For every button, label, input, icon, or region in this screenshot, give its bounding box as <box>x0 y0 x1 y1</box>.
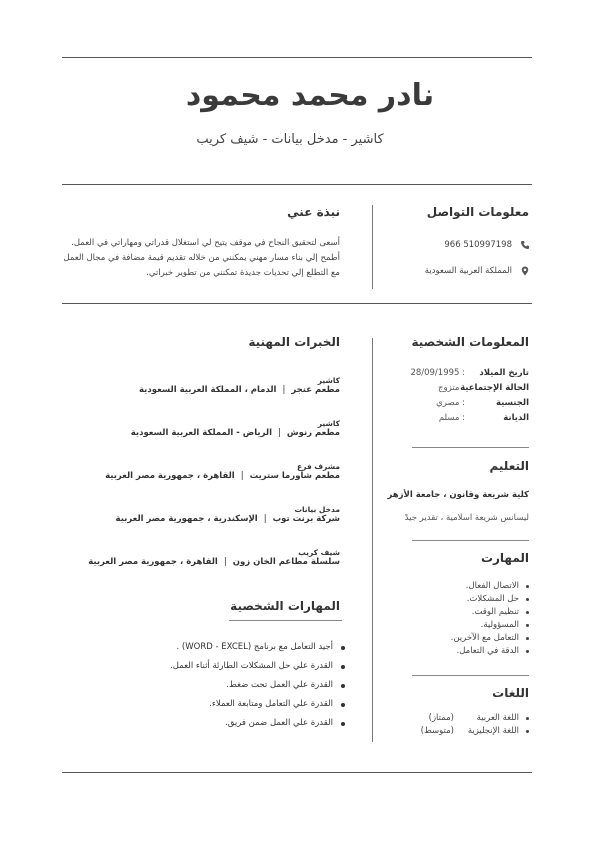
main-column-divider <box>372 338 373 742</box>
experience-detail: مطعم شاورما ستريت|القاهرة ، جمهورية مصر العربية <box>105 471 340 481</box>
language-item <box>421 725 529 738</box>
personal-info-list <box>410 368 529 428</box>
list-item: القدرة علي حل المشكلات الطارئة أثناء العمل. <box>170 657 345 676</box>
religion-label: الديانة <box>503 413 529 423</box>
location-value: المملكة العربية السعودية <box>424 266 512 276</box>
top-divider <box>62 57 532 58</box>
experience-list <box>88 376 340 591</box>
experience-role: شيف كريب <box>298 548 340 557</box>
experience-detail: مطعم عنجر|الدمام ، المملكة العربية السعودية <box>139 385 340 395</box>
about-line: أسعى لتحقيق النجاح في موقف يتيح لي استغلال قدراتي ومهاراتي في العمل. <box>71 238 340 248</box>
education-degree: ليسانس شريعة اسلامية ، تقدير جيدً <box>404 513 529 523</box>
list-item: المسؤولية. <box>451 619 529 632</box>
list-item: التعامل مع الآخرين. <box>451 632 529 645</box>
personal-info-row <box>410 383 529 398</box>
nationality-label: الجنسية <box>496 398 529 408</box>
experience-role: مدخل بيانات <box>294 505 340 514</box>
skills-list <box>451 580 529 658</box>
personal-info-divider <box>412 447 529 448</box>
personal-skills-underline <box>229 620 342 621</box>
experience-company: سلسلة مطاعم الخان زون <box>232 557 340 567</box>
language-item <box>421 712 529 725</box>
experience-item <box>88 462 340 505</box>
intro-divider <box>62 303 532 304</box>
nationality-value: : مصري <box>436 398 465 408</box>
experience-place: القاهرة ، جمهورية مصر العربية <box>88 557 218 567</box>
contact-phone-row <box>400 240 530 250</box>
phone-value: 966 510997198 <box>444 240 512 250</box>
language-name: اللغة الإنجليزية <box>467 726 519 736</box>
experience-role: مشرف فرع <box>297 462 340 471</box>
list-item: أجيد التعامل مع برنامج (WORD - EXCEL) . <box>170 638 345 657</box>
experience-item <box>88 419 340 462</box>
list-item: الدقة في التعامل. <box>451 645 529 658</box>
languages-list <box>421 712 529 738</box>
experience-company: شركة برنت توب <box>272 514 340 524</box>
list-item: القدرة علي العمل ضمن فريق. <box>170 714 345 733</box>
person-name: نادر محمد محمود <box>185 78 435 113</box>
experience-place: الإسكندرية ، جمهورية مصر العربية <box>115 514 258 524</box>
birthdate-label: تاريخ الميلاد <box>479 368 529 378</box>
about-line: أطمح إلي بناء مسار مهني يمكنني من خلاله تقديم قيمة مضافة في مجال العمل <box>63 253 340 263</box>
marital-status-value: : متزوج <box>438 383 465 393</box>
job-title: كاشير - مدخل بيانات - شيف كريب <box>196 132 384 147</box>
experience-role: كاشير <box>317 419 340 428</box>
birthdate-value: 28/09/1995 : <box>410 368 465 378</box>
experience-role: كاشير <box>317 376 340 385</box>
personal-info-row <box>410 368 529 383</box>
contact-section-title: معلومات التواصل <box>426 205 529 219</box>
experience-item <box>88 548 340 591</box>
experience-item <box>88 505 340 548</box>
about-line: مع التطلع إلي تحديات جديدة تمكنني من تطوير خبراتي. <box>146 268 340 278</box>
experience-detail: سلسلة مطاعم الخان زون|القاهرة ، جمهورية مصر العربية <box>88 557 340 567</box>
language-level: (ممتاز) <box>428 713 454 723</box>
experience-item <box>88 376 340 419</box>
experience-company: مطعم شاورما ستريت <box>249 471 340 481</box>
about-text <box>50 236 340 281</box>
education-divider <box>412 540 529 541</box>
experience-place: الرياض - المملكة العربية السعودية <box>130 428 273 438</box>
religion-value: : مسلم <box>438 413 465 423</box>
personal-skills-section-title: المهارات الشخصية <box>230 599 340 613</box>
phone-icon <box>520 240 530 250</box>
skills-divider <box>412 675 529 676</box>
personal-skills-list <box>170 638 345 733</box>
language-level: (متوسط) <box>420 726 454 736</box>
personal-info-section-title: المعلومات الشخصية <box>411 335 529 349</box>
language-name: اللغة العربية <box>476 713 519 723</box>
experience-place: الدمام ، المملكة العربية السعودية <box>139 385 277 395</box>
list-item: القدرة علي العمل تحت ضغط. <box>170 676 345 695</box>
experience-detail: مطعم رنوش|الرياض - المملكة العربية السعودية <box>130 428 340 438</box>
marital-status-label: الحالة الإجتماعية <box>460 383 529 393</box>
header-divider <box>62 184 532 185</box>
bottom-divider <box>62 772 532 773</box>
intro-column-divider <box>372 205 373 289</box>
location-pin-icon <box>520 266 530 276</box>
education-section-title: التعليم <box>489 459 529 473</box>
skills-section-title: المهارت <box>480 551 529 565</box>
contact-location-row <box>400 266 530 276</box>
list-item: القدرة علي التعامل ومتابعة العملاء. <box>170 695 345 714</box>
list-item: حل المشكلات. <box>451 593 529 606</box>
experience-place: القاهرة ، جمهورية مصر العربية <box>105 471 235 481</box>
experience-company: مطعم عنجر <box>291 385 340 395</box>
personal-info-row <box>410 398 529 413</box>
about-section-title: نبذة عني <box>287 205 340 219</box>
education-school: كلية شريعة وقانون ، جامعة الأزهر <box>387 490 529 500</box>
experience-detail: شركة برنت توب|الإسكندرية ، جمهورية مصر العربية <box>115 514 340 524</box>
list-item: الاتصال الفعال. <box>451 580 529 593</box>
experience-company: مطعم رنوش <box>286 428 340 438</box>
personal-info-row <box>410 413 529 428</box>
list-item: تنظيم الوقت. <box>451 606 529 619</box>
experience-section-title: الخبرات المهنية <box>248 335 340 349</box>
languages-section-title: اللغات <box>492 686 529 700</box>
